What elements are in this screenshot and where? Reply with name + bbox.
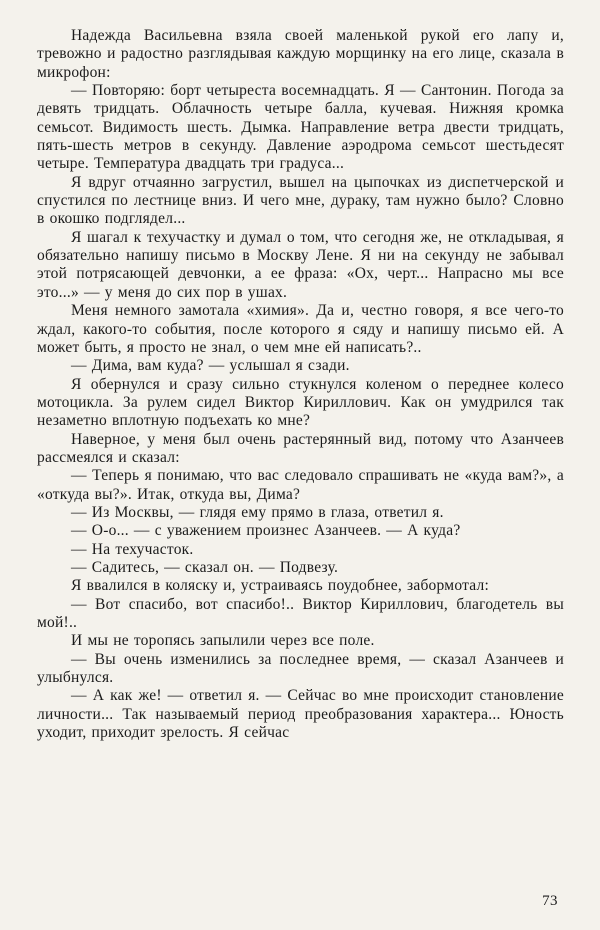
paragraph: — О-о... — с уважением произнес Азанчеев. — А куда? [71, 522, 461, 540]
paragraph: Надежда Васильевна взяла своей маленькой рукой его лапу и, тревожно и радостно разглядывая каждую морщинку на его лице, сказала в микрофон: [37, 27, 564, 81]
paragraph: — Теперь я понимаю, что вас следовало спрашивать не «куда вам?», а «откуда вы?». Итак, откуда вы, Дима? [37, 467, 564, 503]
paragraph: — На техучасток. [71, 540, 194, 558]
page-text [37, 27, 564, 742]
paragraph: — Вы очень изменились за последнее время, — сказал Азанчеев и улыбнулся. [37, 650, 564, 687]
paragraph: — Повторяю: борт четыреста восемнадцать. Я — Сантонин. Погода за девять тридцать. Облачность четыре балла, кучевая. Нижняя кромка семьсот. Видимость шесть. Дымка. Направление ветра двести тридцать, пять-шесть метров в секунду. Давление аэродрома семьсот шестьдесят четыре. Температура двадцать три градуса... [37, 82, 564, 173]
paragraph: Я ввалился в коляску и, устраиваясь поудобнее, забормотал: [71, 577, 490, 595]
paragraph: — Вот спасибо, вот спасибо!.. Виктор Кириллович, благодетель вы мой!.. [37, 595, 564, 631]
paragraph: Я шагал к техучастку и думал о том, что сегодня же, не откладывая, я обязательно напишу письмо в Москву Лене. Я ни на секунду не забывал этой потрясающей девчонки, а ее фраза: «Ох, черт... Напрасно мы все это...» — у меня до сих пор в ушах. [37, 228, 564, 301]
paragraph: — А как же! — ответил я. — Сейчас во мне происходит становление личности... Так называемый период преобразования характера... Юность уходит, приходит зрелость. Я сейчас [37, 687, 564, 742]
paragraph: — Садитесь, — сказал он. — Подвезу. [71, 558, 339, 576]
paragraph: Я обернулся и сразу сильно стукнулся коленом о переднее колесо мотоцикла. За рулем сидел Виктор Кириллович. Как он умудрился так незаметно вплотную подъехать ко мне? [37, 375, 564, 430]
paragraph: И мы не торопясь запылили через все поле. [71, 632, 375, 650]
paragraph: Наверное, у меня был очень растерянный вид, потому что Азанчеев рассмеялся и сказал: [37, 430, 564, 466]
paragraph: Я вдруг отчаянно загрустил, вышел на цыпочках из диспетчерской и спустился по лестнице вниз. И чего мне, дураку, там нужно было? Словно в окошко подглядел... [37, 173, 564, 228]
page-number: 73 [542, 893, 558, 909]
paragraph: Меня немного замотала «химия». Да и, честно говоря, я все чего-то ждал, какого-то события, после которого я сяду и напишу письмо ей. А может быть, я просто не знал, о чем мне ей написать?.. [37, 302, 564, 356]
paragraph: — Из Москвы, — глядя ему прямо в глаза, ответил я. [71, 503, 444, 521]
paragraph: — Дима, вам куда? — услышал я сзади. [71, 357, 350, 375]
